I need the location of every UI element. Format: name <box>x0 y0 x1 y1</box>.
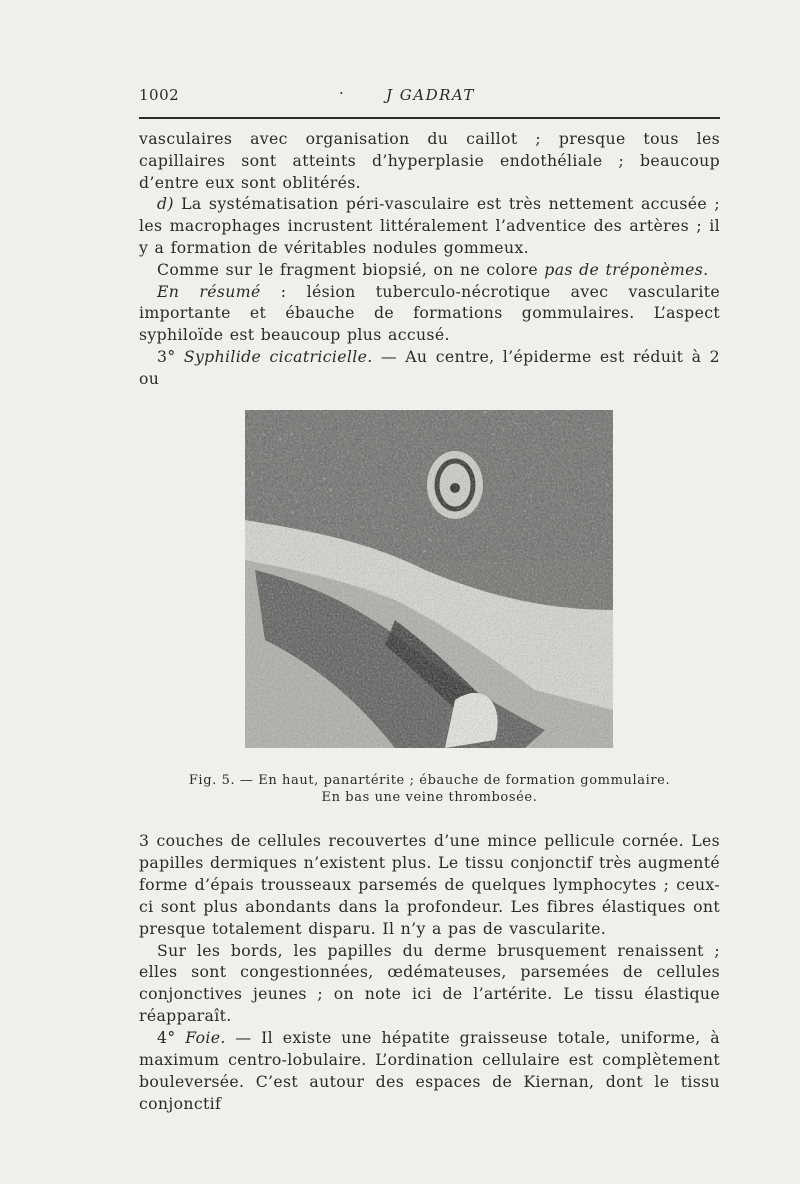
running-header <box>139 86 720 110</box>
paragraph: 3 couches de cellules recouvertes d’une mince pellicule cornée. Les papilles dermiques n’existent plus. Le tissu conjonctif très augmenté forme d’épais trousseaux parsemés de quelques lymphocytes ; ceux-ci sont plus abondants dans la profondeur. Les fibres élastiques ont presque totalement disparu. Il n’y a pas de vascularite. <box>139 831 720 938</box>
page-number: 1002 <box>139 86 180 104</box>
paragraph: d) La systématisation péri-vasculaire est très nettement accusée ; les macrophages incrustent littéralement l’adventice des artères ; il y a formation de véritables nodules gommeux. <box>139 194 720 257</box>
paragraph: 3° Syphilide cicatricielle. — Au centre, l’épiderme est réduit à 2 ou <box>139 346 720 388</box>
body-text-top <box>139 128 720 390</box>
paragraph: Sur les bords, les papilles du derme brusquement renaissent ; elles sont congestionnées, œdémateuses, parsemées de cellules conjonctives jeunes ; on note ici de l’artérite. Le tissu élastique réapparaît. <box>139 940 720 1026</box>
figure-caption <box>139 772 720 806</box>
paragraph: vasculaires avec organisation du caillot ; presque tous les capillaires sont atteints d’hyperplasie endothéliale ; beaucoup d’entre eux sont oblitérés. <box>139 129 720 192</box>
paragraph: En résumé : lésion tuberculo-nécrotique avec vascularite importante et ébauche de formations gommulaires. L’aspect syphiloïde est beaucoup plus accusé. <box>139 281 720 345</box>
micrograph-image <box>245 410 613 748</box>
header-rule <box>139 117 720 119</box>
paragraph: 4° Foie. — Il existe une hépatite graisseuse totale, uniforme, à maximum centro-lobulaire. L’ordination cellulaire est complètement bouleversée. C’est autour des espaces de Kiernan, dont le tissu conjonctif <box>139 1028 720 1113</box>
caption-line-2: En bas une veine thrombosée. <box>321 790 538 805</box>
micrograph-figure <box>245 410 613 748</box>
running-title: J GADRAT <box>386 86 475 104</box>
body-text-bottom <box>139 830 720 1115</box>
header-separator: · <box>339 84 345 102</box>
paragraph: Comme sur le fragment biopsié, on ne colore pas de tréponèmes. <box>157 259 709 279</box>
caption-line-1: Fig. 5. — En haut, panartérite ; ébauche de formation gommulaire. <box>188 773 671 788</box>
